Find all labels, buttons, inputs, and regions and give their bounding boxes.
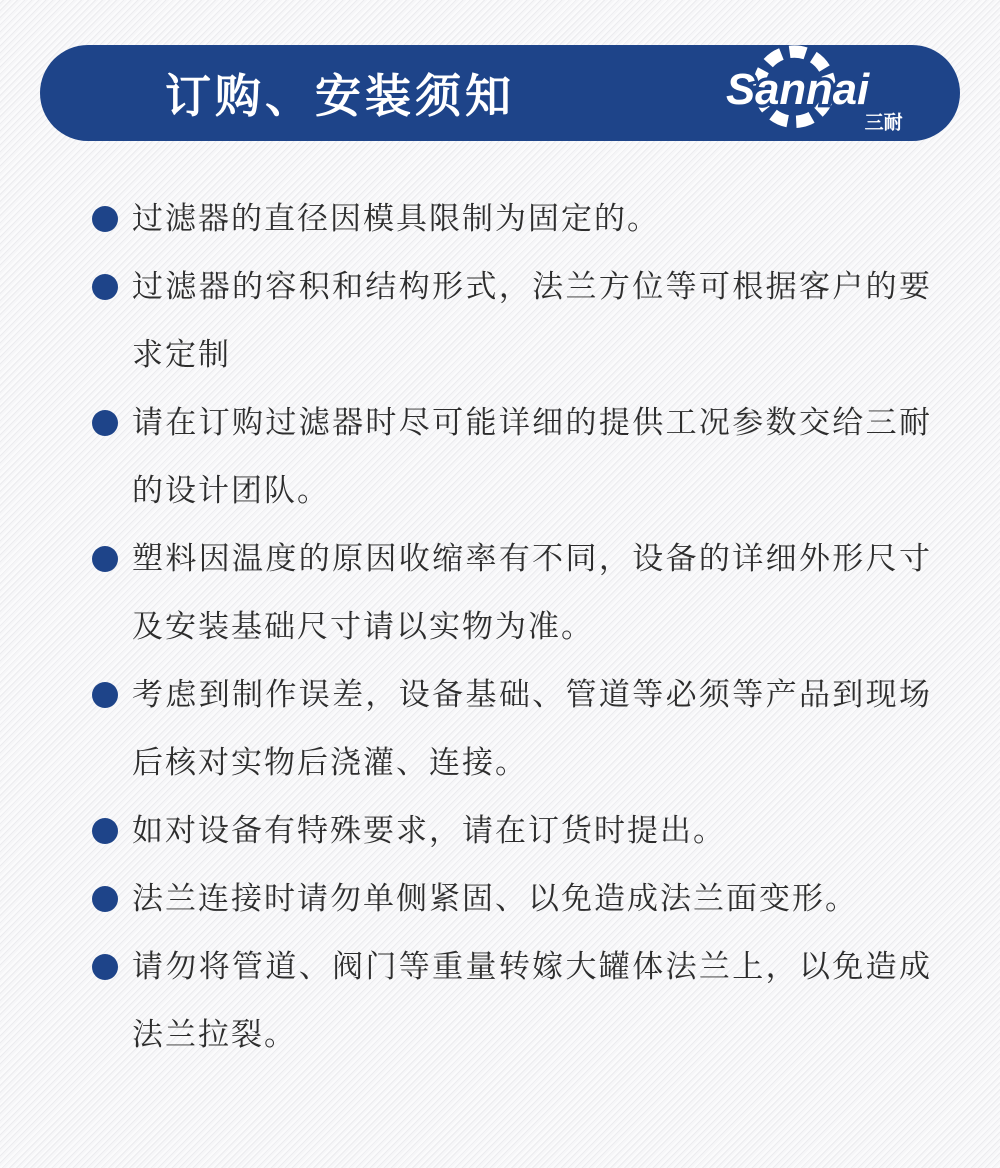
logo-brand-text: Sannai [725, 64, 870, 114]
list-item [92, 933, 938, 1069]
logo-brand-cn-text: 三耐 [864, 112, 903, 134]
note-text: 请勿将管道、阀门等重量转嫁大罐体法兰上，以免造成法兰拉裂。 [132, 949, 932, 1052]
list-item [92, 185, 938, 253]
note-text: 请在订购过滤器时尽可能详细的提供工况参数交给三耐的设计团队。 [132, 405, 932, 508]
list-item [92, 661, 938, 797]
list-item [92, 865, 938, 933]
note-text: 塑料因温度的原因收缩率有不同，设备的详细外形尺寸及安装基础尺寸请以实物为准。 [132, 541, 932, 644]
bullet-icon [92, 274, 118, 300]
bullet-icon [92, 954, 118, 980]
note-text: 过滤器的直径因模具限制为固定的。 [132, 201, 660, 236]
note-text: 过滤器的容积和结构形式，法兰方位等可根据客户的要求定制 [132, 269, 932, 372]
sannai-logo-icon [720, 43, 920, 138]
note-text: 考虑到制作误差，设备基础、管道等必须等产品到现场后核对实物后浇灌、连接。 [132, 677, 932, 780]
list-item [92, 525, 938, 661]
bullet-icon [92, 818, 118, 844]
list-item [92, 253, 938, 389]
bullet-icon [92, 410, 118, 436]
bullet-icon [92, 886, 118, 912]
bullet-icon [92, 682, 118, 708]
sannai-logo [720, 43, 920, 143]
list-item [92, 389, 938, 525]
bullet-icon [92, 546, 118, 572]
note-text: 如对设备有特殊要求，请在订货时提出。 [132, 813, 726, 848]
header-banner [40, 45, 960, 141]
notes-list [92, 185, 938, 1069]
list-item [92, 797, 938, 865]
note-text: 法兰连接时请勿单侧紧固、以免造成法兰面变形。 [132, 881, 858, 916]
page-title: 订购、安装须知 [165, 70, 515, 122]
bullet-icon [92, 206, 118, 232]
